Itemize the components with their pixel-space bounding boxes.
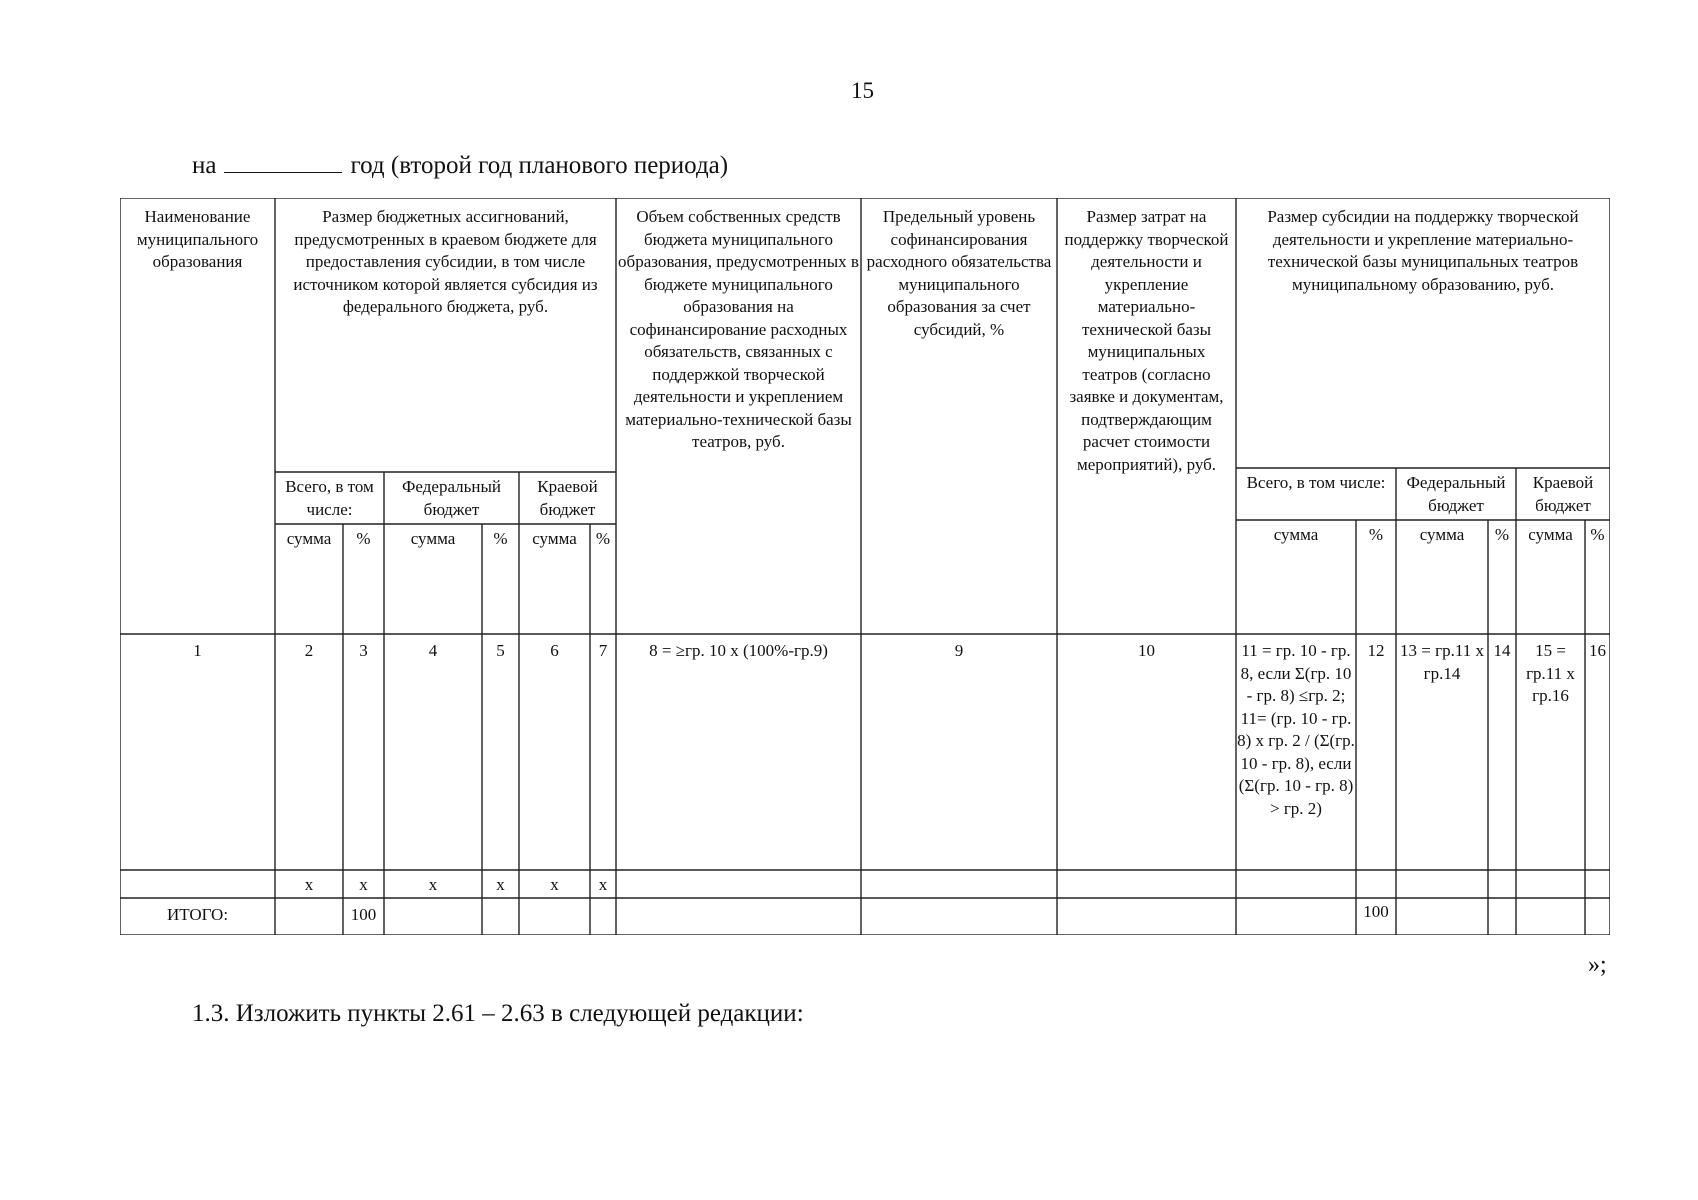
header-sum: сумма	[1419, 525, 1465, 544]
closing-quote: »;	[1588, 952, 1607, 978]
total-label: ИТОГО:	[166, 905, 229, 924]
column-number: 3	[359, 641, 368, 660]
column-number: 10	[1138, 641, 1155, 660]
amendment-instruction: 1.3. Изложить пункты 2.61 – 2.63 в следующей редакции:	[192, 1000, 804, 1027]
column-formula: 15 = гр.11 х гр.16	[1526, 641, 1575, 705]
column-number: 1	[193, 641, 202, 660]
column-formula: 13 = гр.11 х гр.14	[1400, 641, 1484, 683]
header-subsidy-total: Всего, в том числе:	[1246, 473, 1386, 492]
header-budget-allocations: Размер бюджетных ассигнований, предусмотренных в краевом бюджете для предоставления субсидии, в том числе источником которой является субсидия из федерального бюджета, руб.	[293, 207, 598, 316]
subtitle-suffix: год (второй год планового периода)	[350, 152, 729, 179]
header-sum: сумма	[532, 529, 577, 548]
column-number: 7	[598, 641, 608, 660]
header-percent: %	[1494, 525, 1510, 544]
column-number: 12	[1367, 641, 1385, 660]
column-formula: 8 = ≥гр. 10 х (100%-гр.9)	[649, 641, 828, 660]
header-budget-regional: Краевой бюджет	[537, 477, 598, 519]
x-mark: х	[359, 875, 368, 894]
x-mark: х	[304, 875, 314, 894]
table-subtitle	[192, 152, 728, 180]
x-mark: х	[496, 875, 505, 894]
column-number: 5	[496, 641, 505, 660]
header-percent: %	[356, 529, 371, 548]
header-percent: %	[1368, 525, 1384, 544]
header-percent: %	[595, 529, 611, 548]
column-number: 2	[304, 641, 314, 660]
column-number: 4	[428, 641, 438, 660]
header-subsidy-regional: Краевой бюджет	[1532, 473, 1594, 515]
header-budget-total: Всего, в том числе:	[285, 477, 374, 519]
header-sum: сумма	[286, 529, 332, 548]
header-subsidy-size: Размер субсидии на поддержку творческой деятельности и укрепление материально-технической базы муниципальных театров муниципальному образованию, руб.	[1267, 207, 1579, 294]
x-mark: х	[428, 875, 438, 894]
header-subsidy-federal: Федеральный бюджет	[1406, 473, 1506, 515]
page-number: 15	[851, 78, 874, 103]
column-formula: 11 = гр. 10 - гр. 8, если Σ(гр. 10 - гр. 8) ≤гр. 2; 11= (гр. 10 - гр. 8) х гр. 2 / (Σ(гр. 10 - гр. 8), если (Σ(гр. 10 - гр. 8) > гр. 2)	[1237, 641, 1355, 818]
header-sum: сумма	[1528, 525, 1573, 544]
year-blank-line	[224, 152, 342, 173]
x-mark: х	[598, 875, 608, 894]
header-percent: %	[1590, 525, 1605, 544]
column-number: 6	[550, 641, 559, 660]
column-number: 16	[1589, 641, 1606, 660]
header-own-funds: Объем собственных средств бюджета муниципального образования, предусмотренных в бюджете муниципального образования на софинансирование расходных обязательств, связанных с поддержкой творческой деятельности и укреплением материально-технической базы театров, руб.	[618, 207, 859, 451]
header-sum: сумма	[410, 529, 456, 548]
total-budget-percent: 100	[350, 905, 377, 924]
x-mark: х	[550, 875, 559, 894]
column-number: 9	[954, 641, 964, 660]
header-budget-federal: Федеральный бюджет	[402, 477, 501, 519]
header-municipality-name: Наименование муниципального образования	[136, 207, 259, 271]
header-sum: сумма	[1273, 525, 1319, 544]
subsidy-table	[120, 198, 1610, 935]
header-cofinancing-limit: Предельный уровень софинансирования расходного обязательства муниципального образования за счет субсидий, %	[866, 207, 1052, 339]
subtitle-prefix: на	[192, 152, 217, 179]
header-percent: %	[493, 529, 508, 548]
column-number: 14	[1493, 641, 1511, 660]
header-costs: Размер затрат на поддержку творческой деятельности и укрепление материально-технической базы муниципальных театров (согласно заявке и документам, подтверждающим расчет стоимости мероприятий), руб.	[1064, 207, 1229, 474]
total-subsidy-percent: 100	[1363, 902, 1389, 921]
